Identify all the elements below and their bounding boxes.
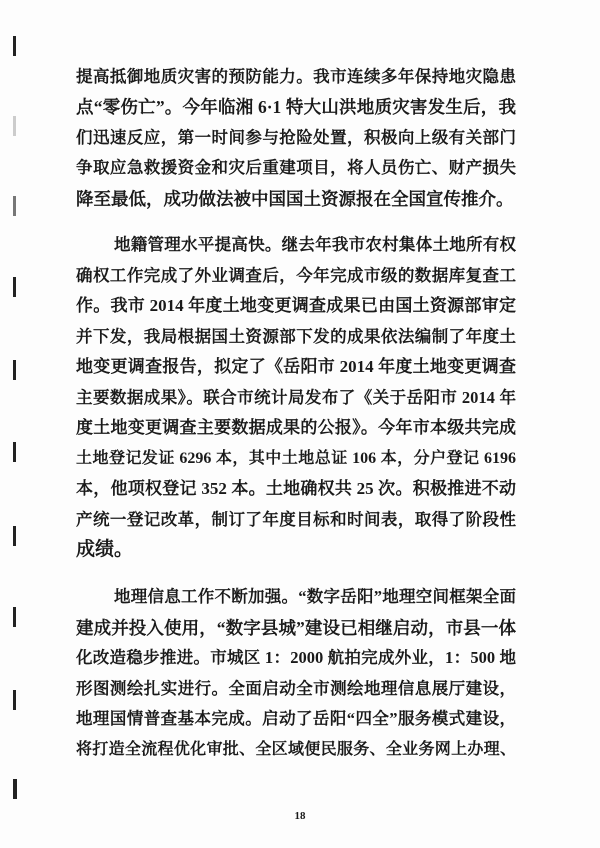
text-line: 化改造稳步推进。市城区 1：2000 航拍完成外业，1：500 地 <box>76 648 516 667</box>
binding-mark <box>13 196 16 216</box>
text-line: 作。我市 2014 年度土地变更调查成果已由国土资源部审定 <box>76 296 516 315</box>
text-line: 形图测绘扎实进行。全面启动全市测绘地理信息展厅建设， <box>76 679 516 698</box>
binding-mark <box>13 690 16 710</box>
text-line: 主要数据成果》。联合市统计局发布了《关于岳阳市 2014 年 <box>76 388 516 407</box>
text-line: 地理信息工作不断加强。“数字岳阳”地理空间框架全面 <box>114 587 516 606</box>
text-line: 土地登记发证 6296 本，其中土地总证 106 本，分户登记 6196 <box>76 450 516 467</box>
text-line: 点“零伤亡”。今年临湘 6·1 特大山洪地质灾害发生后，我 <box>76 97 516 117</box>
binding-mark <box>13 526 16 546</box>
binding-mark <box>13 779 17 799</box>
text-line: 产统一登记改革，制订了年度目标和时间表，取得了阶段性 <box>76 510 516 529</box>
binding-mark <box>13 116 16 136</box>
text-line: 将打造全流程优化审批、全区域便民服务、全业务网上办理、 <box>76 741 516 758</box>
text-line: 度土地变更调查主要数据成果的公报》。今年市本级共完成 <box>76 418 516 437</box>
text-line: 并下发，我局根据国土资源部下发的成果依法编制了年度土 <box>76 327 516 346</box>
text-line: 们迅速反应，第一时间参与抢险处置，积极向上级有关部门 <box>76 128 516 147</box>
page-number: 18 <box>294 810 306 822</box>
binding-mark <box>13 607 16 627</box>
text-line: 本，他项权登记 352 本。土地确权共 25 次。积极推进不动 <box>76 479 516 498</box>
text-line: 提高抵御地质灾害的预防能力。我市连续多年保持地灾隐患 <box>76 67 516 86</box>
text-line: 建成并投入使用，“数字县城”建设已相继启动，市县一体 <box>76 618 516 638</box>
text-line: 地籍管理水平提高快。继去年我市农村集体土地所有权 <box>114 235 516 254</box>
text-line: 确权工作完成了外业调查后，今年完成市级的数据库复查工 <box>76 266 516 285</box>
binding-mark <box>13 277 16 297</box>
binding-mark <box>13 442 16 462</box>
text-line: 地变更调查报告，拟定了《岳阳市 2014 年度土地变更调查 <box>76 357 516 376</box>
binding-mark <box>13 36 16 56</box>
binding-mark <box>13 360 16 380</box>
text-line: 成绩。 <box>76 539 134 560</box>
text-line: 地理国情普查基本完成。启动了岳阳“四全”服务模式建设， <box>76 709 516 728</box>
text-line: 争取应急救援资金和灾后重建项目，将人员伤亡、财产损失 <box>76 158 516 177</box>
text-line: 降至最低，成功做法被中国国土资源报在全国宣传推介。 <box>76 189 514 209</box>
